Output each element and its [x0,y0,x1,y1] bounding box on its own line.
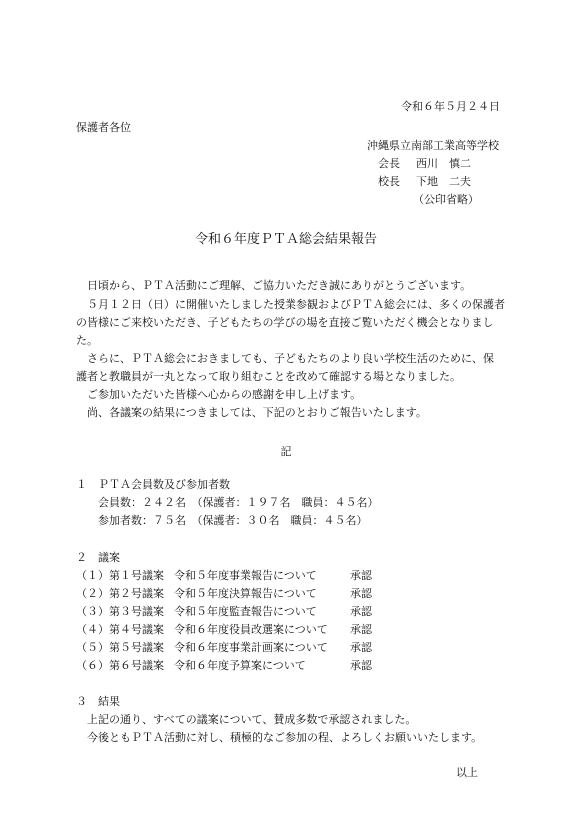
agenda-item [76,659,372,673]
agenda-number: （４）第４号議案 [76,623,164,636]
agenda-result: 承認 [350,659,372,672]
agenda-number: （１）第１号議案 [76,569,164,582]
agenda-item [76,623,372,637]
agenda-item [76,605,372,619]
seal-note: （公印省略） [413,193,479,206]
body-paragraph-2-line-2: の皆様にご来校いただき、子どもたちの学びの場を直接ご覧いただく機会となりまし [76,316,494,329]
agenda-title: 令和５年度決算報告について [174,587,317,600]
agenda-result: 承認 [350,641,372,654]
document-title: 令和６年度ＰＴＡ総会結果報告 [194,232,377,247]
body-paragraph-3-line-1: さらに、ＰＴＡ総会におきましても、子どもたちのより良い学校生活のために、保 [87,352,494,365]
body-paragraph-1: 日頃から、ＰＴＡ活動にご理解、ご協力いただき誠にありがとうございます。 [87,279,472,292]
official-role: 会長 [378,157,400,170]
official-name: 下地 二夫 [416,175,471,188]
body-paragraph-2-line-1: ５月１２日（日）に開催いたしました授業参観およびＰＴＡ総会には、多くの保護者 [87,298,505,311]
agenda-item [76,587,372,601]
agenda-title: 令和５年度事業報告について [174,569,317,582]
agenda-number: （５）第５号議案 [76,641,164,654]
body-paragraph-4: ご参加いただいた皆様へ心からの感謝を申し上げます。 [87,388,362,401]
agenda-result: 承認 [350,587,372,600]
agenda-result: 承認 [350,569,372,582]
agenda-item [76,641,372,655]
agenda-number: （６）第６号議案 [76,659,164,672]
body-paragraph-5: 尚、各議案の結果につきましては、下記のとおりご報告いたします。 [87,406,427,419]
agenda-number: （２）第２号議案 [76,587,164,600]
agenda-title: 令和６年度役員改選案について [174,623,328,636]
section-3-heading: ３ 結果 [76,695,120,708]
ki-heading: 記 [280,445,292,458]
agenda-result: 承認 [350,605,372,618]
agenda-title: 令和５年度監査報告について [174,605,317,618]
agenda-item [76,569,372,583]
recipient: 保護者各位 [76,121,131,134]
agenda-result: 承認 [350,623,372,636]
section-2-heading: ２ 議案 [76,551,120,564]
closing-word: 以上 [456,766,478,779]
document-date: 令和６年５月２４日 [401,100,500,113]
result-line-2: 今後ともＰＴＡ活動に対し、積極的なご参加の程、よろしくお願いいたします。 [87,731,483,744]
official-role: 校長 [378,175,400,188]
member-count: 会員数：２４２名 （保護者：１９７名 職員：４５名） [98,496,379,509]
official-chairman [378,157,471,171]
body-paragraph-3-line-2: 護者と教職員が一丸となって取り組むことを改めて確認する場となりました。 [76,370,461,383]
section-1-heading: １ ＰＴＡ会員数及び参加者数 [76,478,230,491]
agenda-number: （３）第３号議案 [76,605,164,618]
official-name: 西川 慎二 [416,157,471,170]
agenda-title: 令和６年度予算案について [174,659,306,672]
official-principal [378,175,471,189]
attendee-count: 参加者数：７５名 （保護者：３０名 職員：４５名） [98,514,368,527]
result-line-1: 上記の通り、すべての議案について、賛成多数で承認されました。 [87,713,417,726]
agenda-title: 令和６年度事業計画案について [174,641,328,654]
body-paragraph-2-line-3: た。 [76,334,98,347]
school-name: 沖縄県立南部工業高等学校 [367,139,499,152]
